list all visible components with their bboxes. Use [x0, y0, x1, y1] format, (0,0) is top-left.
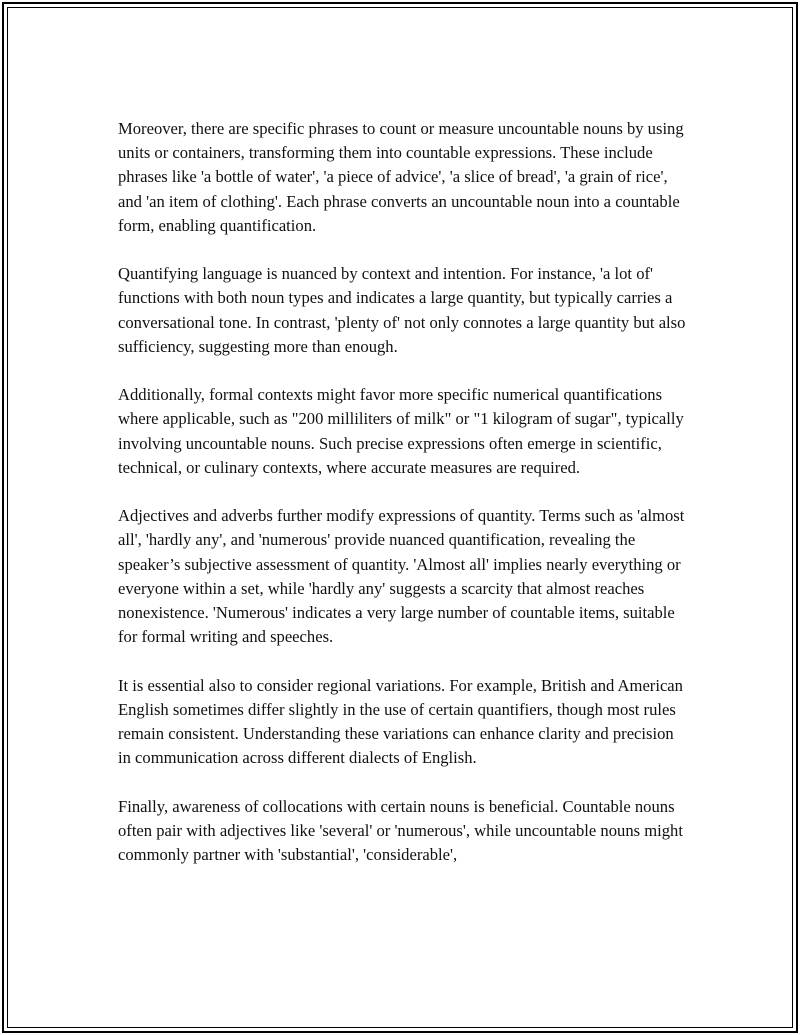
- paragraph-context-and-intention: Quantifying language is nuanced by context and intention. For instance, 'a lot of' functions with both noun types and indicates a large quantity, but typically carries a conversational tone. In contrast, 'plenty of' not only connotes a large quantity but also sufficiency, suggesting more than enough.: [118, 264, 686, 356]
- paragraph-units-and-containers: Moreover, there are specific phrases to count or measure uncountable nouns by using units or containers, transforming them into countable expressions. These include phrases like 'a bottle of water', 'a piece of advice', 'a slice of bread', 'a grain of rice', and 'an item of clothing'. Each phrase converts an uncountable noun into a countable form, enabling quantification.: [118, 119, 684, 235]
- paragraph-regional-variations: It is essential also to consider regional variations. For example, British and American English sometimes differ slightly in the use of certain quantifiers, though most rules remain consistent. Understanding these variations can enhance clarity and precision in communication across different dialects of English.: [118, 675, 683, 768]
- paragraph-formal-numerical: Additionally, formal contexts might favor more specific numerical quantifications where applicable, such as "200 milliliters of milk" or "1 kilogram of sugar", typically involving uncountable nouns. Such precise expressions often emerge in scientific, technical, or culinary contexts, where accurate measures are required.: [118, 385, 684, 477]
- paragraph-adjectives-adverbs: Adjectives and adverbs further modify expressions of quantity. Terms such as 'almost all', 'hardly any', and 'numerous' provide nuanced quantification, revealing the speaker’s subjective assessment of quantity. 'Almost all' implies nearly everything or everyone within a set, while 'hardly any' suggests a scarcity that almost reaches nonexistence. 'Numerous' indicates a very large number of countable items, suitable for formal writing and speeches.: [118, 506, 685, 647]
- paragraph-collocations: Finally, awareness of collocations with certain nouns is beneficial. Countable nouns often pair with adjectives like 'several' or 'numerous', while uncountable nouns might commonly partner with 'substantial', 'considerable',: [118, 796, 683, 865]
- document-body: [118, 117, 688, 891]
